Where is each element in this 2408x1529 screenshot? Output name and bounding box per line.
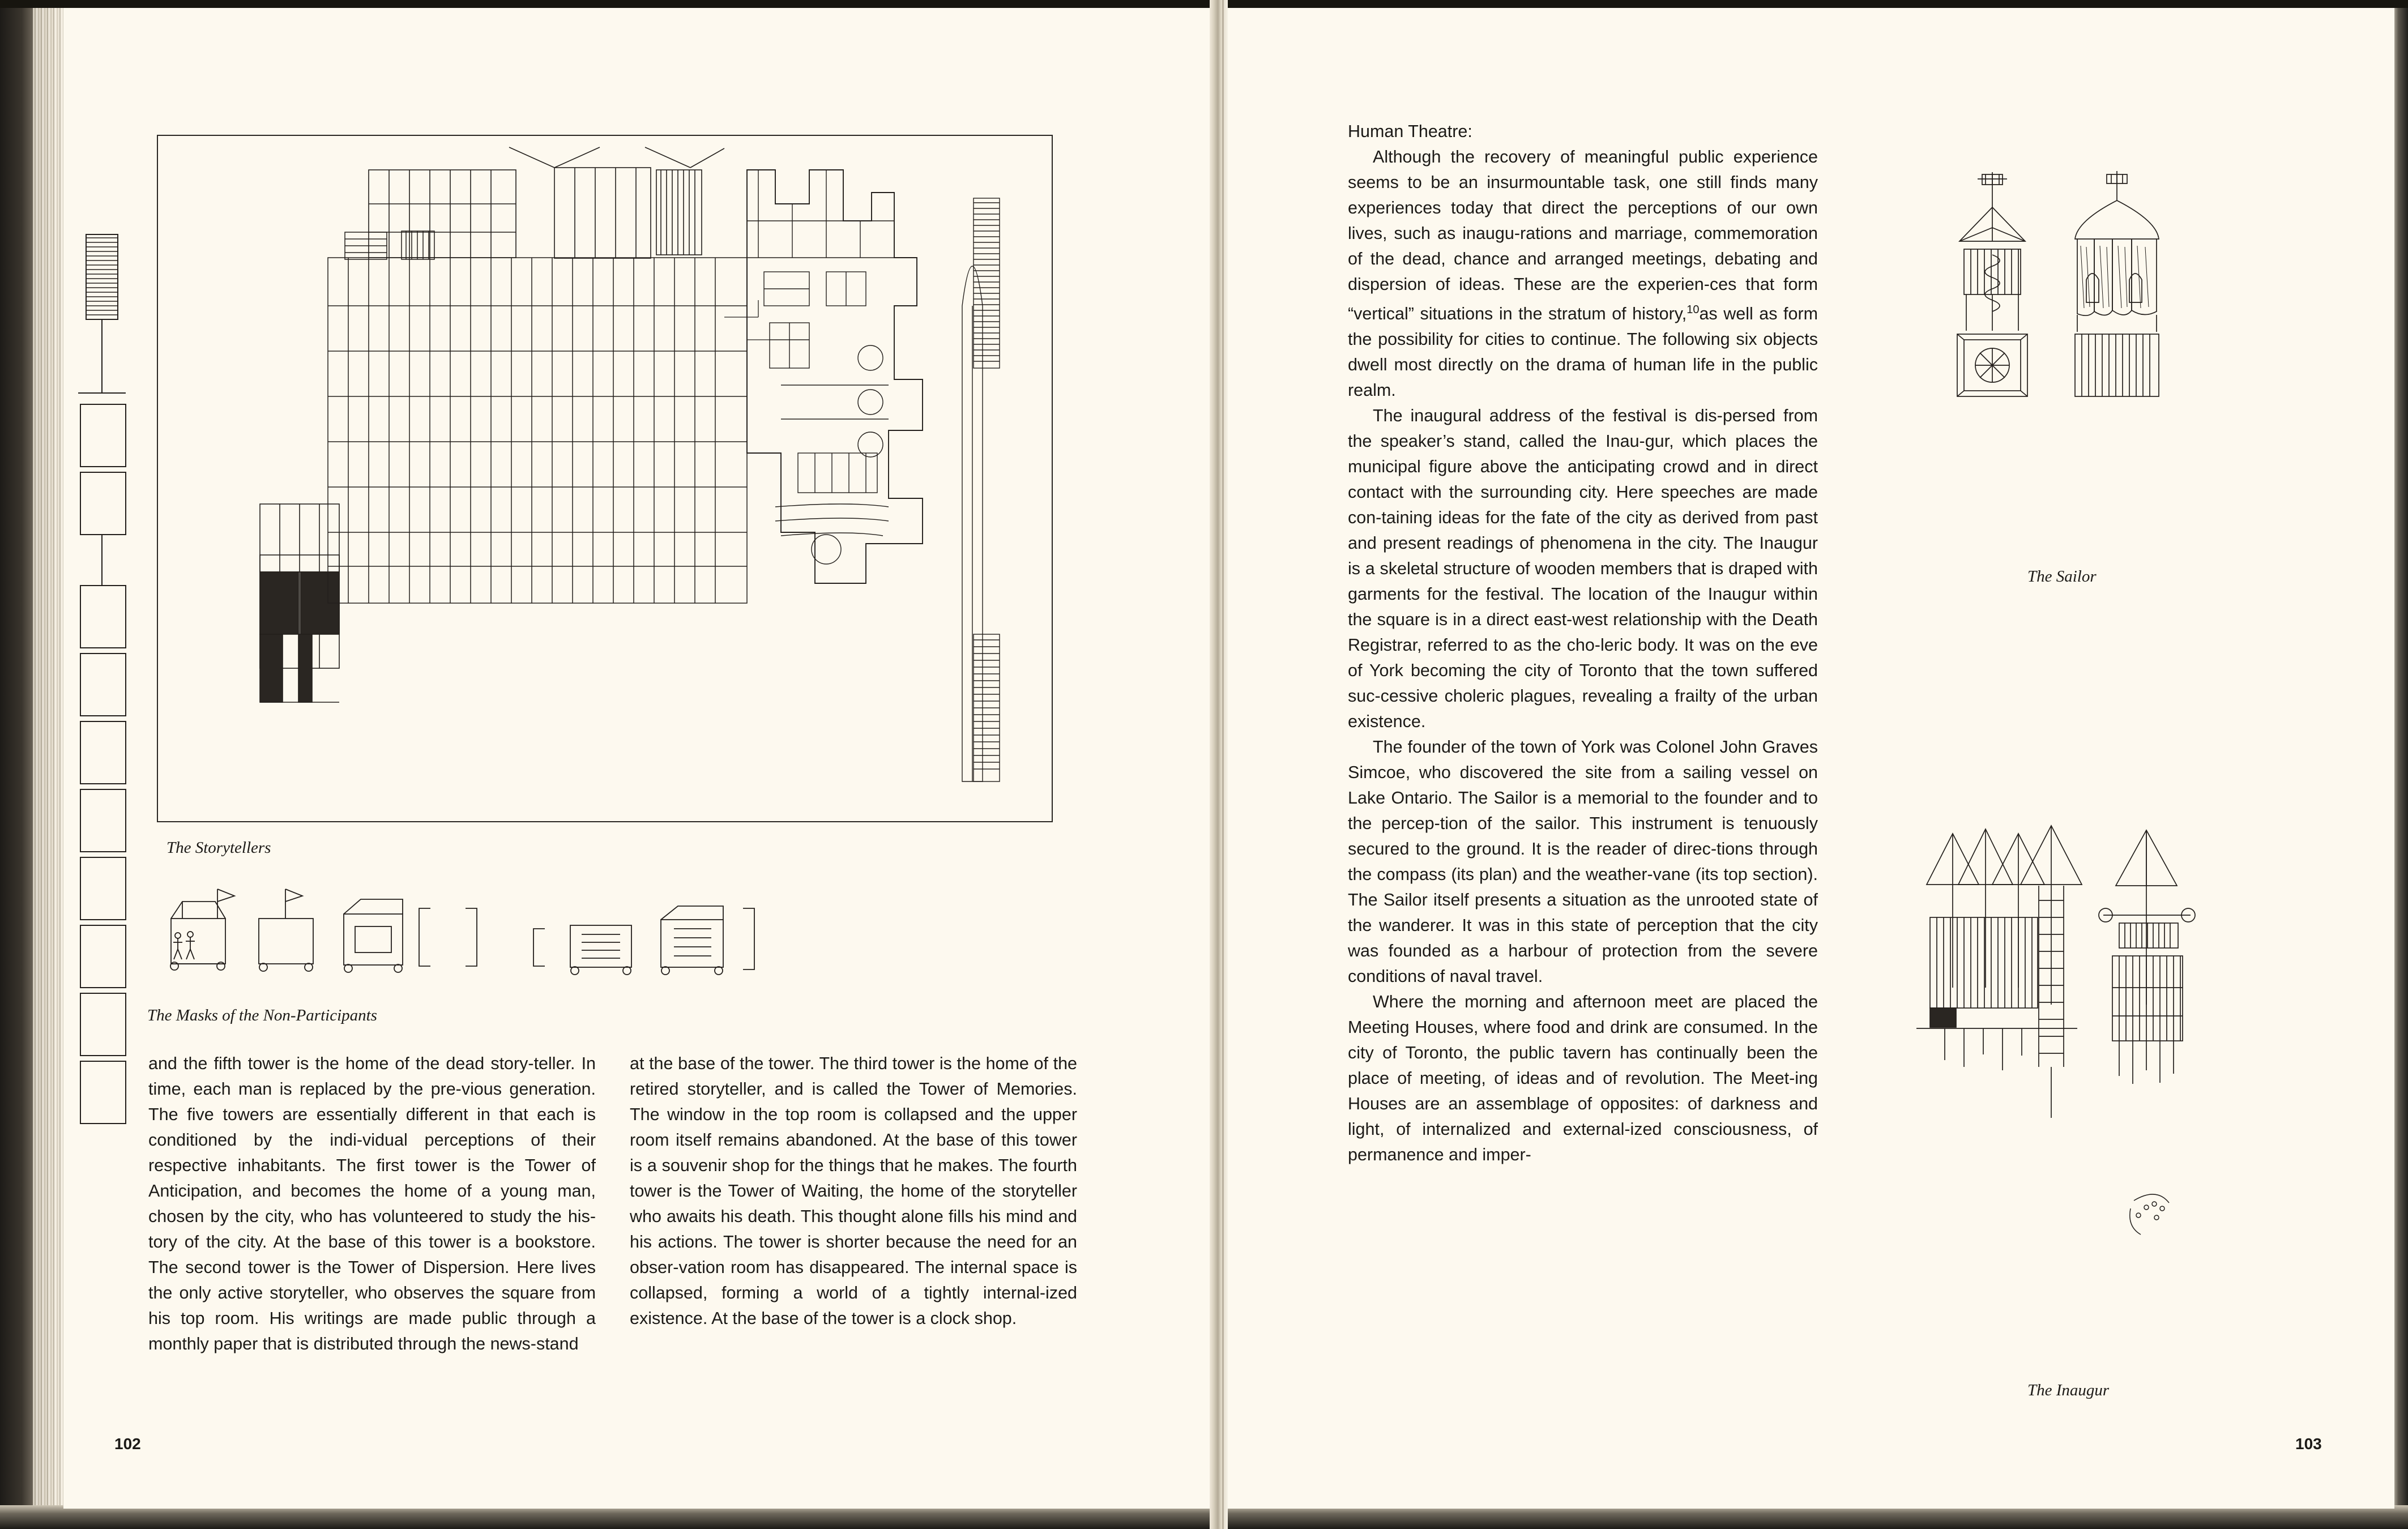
left-col2-paragraph: at the base of the tower. The third tower is the home of the retired storyteller, and is called the Tower of Memories. The window in the top room is collapsed and the upper room itself remains abandoned. At the base of this tower is a souvenir shop for the things that he makes. The fourth tower is the Tower of Waiting, the home of the storyteller who awaits his death. This thought alone fills his mind and his actions. The tower is shorter because the need for an obser-vation room has disappeared. The internal space is collapsed, forming a world of a tightly internal-ized existence. At the base of the tower is a clock shop.	[630, 1054, 1077, 1328]
caption-the-sailor: The Sailor	[2027, 567, 2097, 586]
section-heading: Human Theatre:	[1348, 122, 1472, 141]
right-paragraph-2: The inaugural address of the festival is dis-persed from the speaker’s stand, called the Inau-gur, which places the municipal figure above the anticipating crowd and in direct contact with the surrounding city. Here speeches are made con-taining ideas for the fate of the city as derived from past and present readings of phenomena in the city. The Inaugur is a skeletal structure of wooden members that is draped with garments for the festival. The location of the Inaugur within the square is in a direct east-west relationship with the Death Registrar, referred to as the cho-leric body. It was on the eve of York becoming the city of Toronto that the town suffered suc-cessive choleric plagues, revealing a frailty of the urban existence.	[1348, 406, 1818, 732]
left-page-column-2	[630, 1051, 1077, 1331]
left-page	[63, 8, 1213, 1509]
footnote-marker: 10	[1687, 304, 1700, 316]
figure-the-inaugur-drawing	[1890, 818, 2242, 1327]
figure-the-storytellers-drawing	[158, 136, 1049, 819]
folio-left: 102	[114, 1435, 141, 1453]
caption-the-storytellers: The Storytellers	[166, 839, 271, 857]
caption-the-inaugur: The Inaugur	[2027, 1381, 2110, 1399]
figure-masks-of-the-non-participants-drawing	[148, 874, 913, 988]
figure-the-storytellers-frame	[157, 135, 1053, 822]
right-page-text-column	[1348, 119, 1818, 1168]
figure-the-sailor-drawing	[1907, 166, 2225, 535]
left-page-column-1	[148, 1051, 596, 1357]
book-gutter	[1210, 0, 1228, 1529]
caption-the-masks-of-the-non-participants: The Masks of the Non-Participants	[147, 1006, 377, 1024]
book-top-shadow	[0, 0, 2408, 8]
folio-right: 103	[2295, 1435, 2322, 1453]
book-bottom-shadow	[0, 1505, 2408, 1529]
left-col1-paragraph: and the fifth tower is the home of the dead story-teller. In time, each man is replaced by the pre-vious generation. The five towers are essentially different in that each is conditioned by the indi-vidual perceptions of their respective inhabitants. The first tower is the Tower of Anticipation, and becomes the home of a young man, chosen by the city, who has volunteered to study the his-tory of the city. At the base of this tower is a bookstore. The second tower is the Tower of Dispersion. Here lives the only active storyteller, who observes the square from his top room. His writings are made public through a monthly paper that is distributed through the news-stand	[148, 1054, 596, 1353]
right-paragraph-4: Where the morning and afternoon meet are placed the Meeting Houses, where food and drink are consumed. In the city of Toronto, the public tavern has continually been the place of meeting, of ideas and of revolution. The Meet-ing Houses are an assemblage of opposites: of darkness and light, of internalized and external-ized consciousness, of permanence and imper-	[1348, 992, 1818, 1165]
right-paragraph-1: Although the recovery of meaningful public experience seems to be an insurmountable task, one still finds many experiences today that direct the perceptions of our own lives, such as inaugu-rations and marriage, commemoration of the dead, chance and arranged meetings, debating and dispersion of ideas. These are the experien-ces that form “vertical” situations in the stratum of history,$^{10}$as well as form the possibility for cities to continue. The following six objects dwell most directly on the drama of human life in the public realm.	[1348, 147, 1818, 400]
book-gutter-center-line	[1222, 0, 1224, 1529]
right-paragraph-3: The founder of the town of York was Colonel John Graves Simcoe, who discovered the site from a sailing vessel on Lake Ontario. The Sailor is a memorial to the founder and to the percep-tion of the sailor. This instrument is tenuously secured to the ground. It is the reader of direc-tions through the compass (its plan) and the weather-vane (its top section). The Sailor itself presents a situation as the unrooted state of the wanderer. It was in this state of perception that the city was founded as a harbour of protection from the severe conditions of naval travel.	[1348, 737, 1818, 986]
book-right-edge-shadow	[2392, 0, 2408, 1529]
right-page	[1228, 8, 2394, 1509]
